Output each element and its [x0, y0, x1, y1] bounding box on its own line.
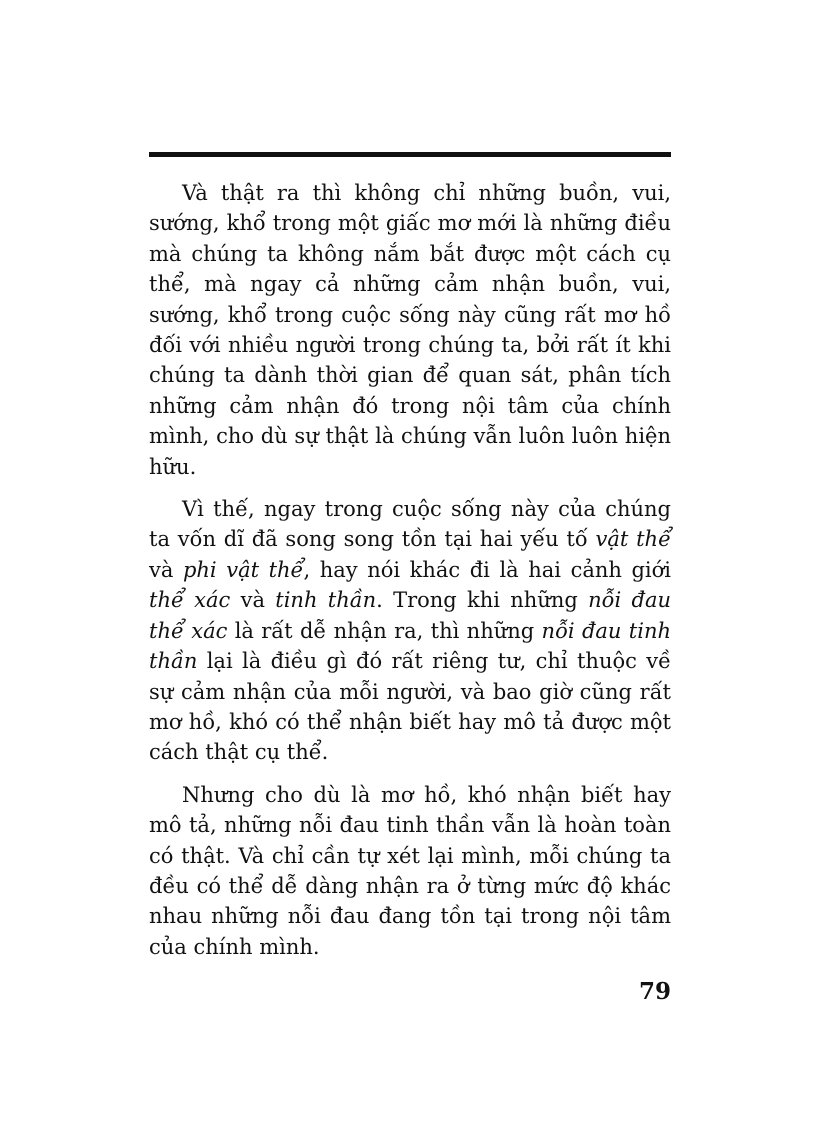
text-run: là rất dễ nhận ra, thì những: [227, 618, 542, 643]
text-run: và: [149, 557, 183, 582]
text-run: . Trong khi những: [376, 588, 589, 613]
italic-term: nỗi đau tinh thần: [149, 618, 672, 674]
page-number: 79: [638, 978, 671, 1005]
text-run: Và thật ra thì không chỉ những buồn, vui, sướng, khổ trong một giấc mơ mới là những điều mà chúng ta không nắm bắt được một cách cụ thể, mà ngay cả những cảm nhận buồn, vui, sướng, khổ trong cuộc sống này cũng rất mơ hồ đối với nhiều người trong chúng ta, bởi rất ít khi chúng ta dành thời gian để quan sát, phân tích những cảm nhận đó trong nội tâm của chính mình, cho dù sự thật là chúng vẫn luôn luôn hiện hữu.: [149, 181, 671, 479]
italic-term: phi vật thể: [182, 557, 304, 582]
top-rule: [149, 152, 671, 157]
body-text: [149, 178, 671, 962]
italic-term: nỗi đau thể xác: [149, 588, 671, 643]
text-run: và: [230, 588, 276, 613]
text-run: Nhưng cho dù là mơ hồ, khó nhận biết hay mô tả, những nỗi đau tinh thần vẫn là hoàn toàn có thật. Và chỉ cần tự xét lại mình, mỗi chúng ta đều có thể dễ dàng nhận ra ở từng mức độ khác nhau những nỗi đau đang tồn tại trong nội tâm của chính mình.: [149, 782, 671, 959]
italic-term: thể xác: [149, 588, 231, 613]
text-run: Vì thế, ngay trong cuộc sống này của chúng ta vốn dĩ đã song song tồn tại hai yếu tố: [149, 497, 671, 552]
text-run: , hay nói khác đi là hai cảnh giới: [303, 557, 671, 582]
italic-term: tinh thần: [275, 588, 377, 613]
paragraph-3: [149, 780, 671, 962]
italic-term: vật thể: [595, 527, 671, 552]
paragraph-2: [149, 494, 671, 768]
paragraph-1: [149, 178, 671, 482]
text-run: lại là điều gì đó rất riêng tư, chỉ thuộc về sự cảm nhận của mỗi người, và bao giờ cũng rất mơ hồ, khó có thể nhận biết hay mô tả được một cách thật cụ thể.: [149, 649, 671, 765]
